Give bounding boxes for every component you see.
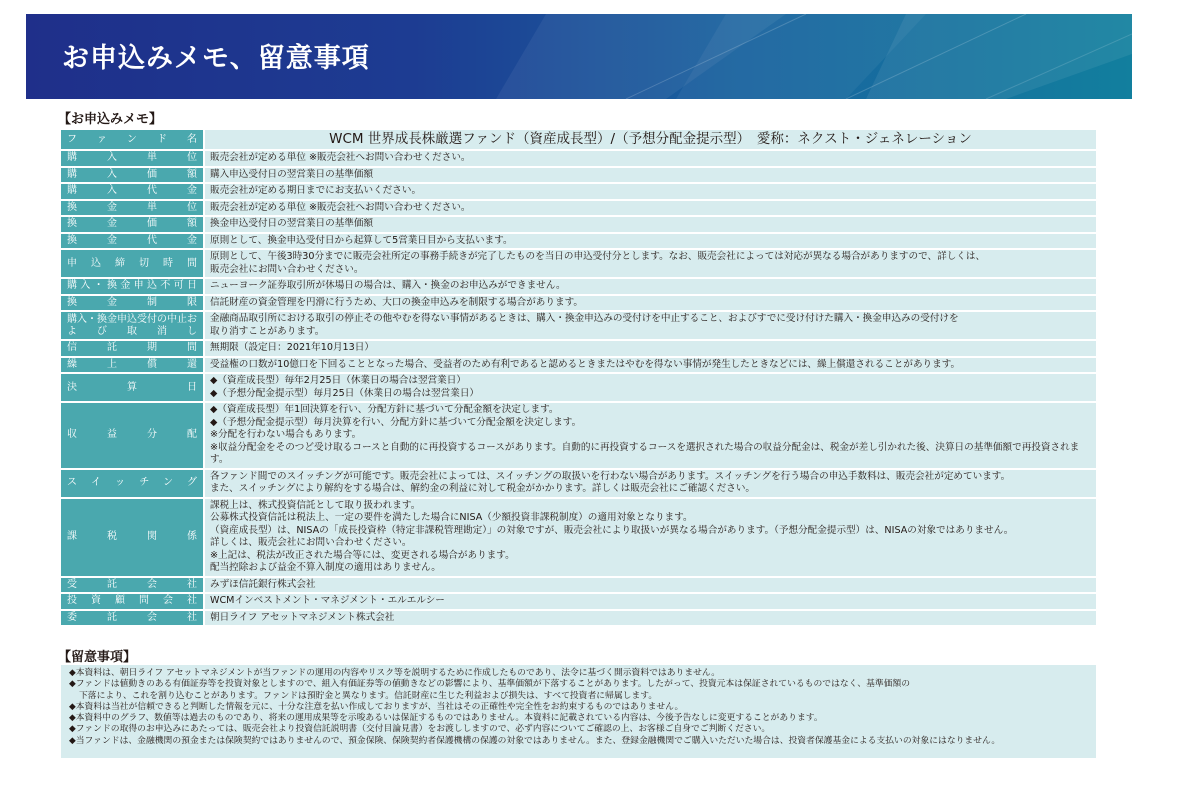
row-value: ニューヨーク証券取引所が休場日の場合は、購入・換金のお申込みができません。: [205, 279, 1096, 294]
memo-table: [61, 128, 1096, 627]
fund-name: WCM 世界成長株厳選ファンド（資産成長型）/（予想分配金提示型） 愛称：ネクスト・ジェネレーション: [205, 130, 1096, 149]
row-value: 課税上は、株式投資信託として取り扱われます。 公募株式投資信託は税法上、一定の要件を満たした場合にNISA（少額投資非課税制度）の適用対象となります。 （資産成長型）は、NISAの「成長投資枠（特定非課税管理勘定）」の対象ですが、販売会社により取扱いが異なる場合があります。（予想分配金提示型）は、NISAの対象ではありません。 詳しくは、販売会社にお問い合わせください。 ※上記は、税法が改正された場合等には、変更される場合があります。 配当控除および益金不算入制度の適用はありません。: [205, 499, 1096, 576]
row-value: 原則として、換金申込受付日から起算して5営業日目から支払います。: [205, 234, 1096, 249]
note-item: ◆本資料中のグラフ、数値等は過去のものであり、将来の運用成果等を示唆あるいは保証するものではありません。本資料に記載されている内容は、今後予告なしに変更することがあります。: [69, 713, 823, 724]
row-label: 収益分配: [61, 403, 203, 468]
row-label: 換金制限: [61, 296, 203, 311]
note-item: ◆ファンドは値動きのある有価証券等を投資対象としますので、組入有価証券等の値動きなどの影響により、基準価額が下落することがあります。したがって、投資元本は保証されているものではなく、基準価額の: [69, 679, 911, 690]
page-title: お申込みメモ、留意事項: [62, 43, 370, 74]
table-row: [61, 578, 1096, 593]
table-row: [61, 184, 1096, 199]
table-row: [61, 296, 1096, 311]
memo-section-title: 【お申込みメモ】: [58, 112, 163, 127]
row-value: 購入申込受付日の翌営業日の基準価額: [205, 168, 1096, 183]
table-row-fund: [61, 130, 1096, 149]
row-value: 受益権の口数が10億口を下回ることとなった場合、受益者のため有利であると認めるときまたはやむを得ない事情が発生したときなどには、繰上償還されることがあります。: [205, 358, 1096, 373]
table-row: [61, 168, 1096, 183]
table-row: [61, 374, 1096, 401]
note-item: ◆当ファンドは、金融機関の預金または保険契約ではありませんので、預金保険、保険契約者保護機構の保護の対象ではありません。また、登録金融機関でご購入いただいた場合は、投資者保護基金による支払いの対象にはなりません。: [69, 735, 1001, 746]
row-label: ファンド名: [61, 130, 203, 149]
table-row: [61, 234, 1096, 249]
notes-box: [61, 665, 1096, 758]
row-value: 販売会社が定める単位 ※販売会社へお問い合わせください。: [205, 151, 1096, 166]
row-value: ◆（資産成長型）年1回決算を行い、分配方針に基づいて分配金額を決定します。 ◆（予想分配金提示型）毎月決算を行い、分配方針に基づいて分配金額を決定します。 ※分配を行わない場合もあります。 ※収益分配金をそのつど受け取るコースと自動的に再投資するコースがあります。自動的に再投資するコースを選択された場合の収益分配金は、税金が差し引かれた後、決算日の基準価額で再投資されます。: [205, 403, 1096, 468]
table-row: [61, 403, 1096, 468]
row-label: スイッチング: [61, 470, 203, 497]
row-label: 信託期間: [61, 341, 203, 356]
row-value: みずほ信託銀行株式会社: [205, 578, 1096, 593]
table-row: [61, 201, 1096, 216]
row-label: 購入・換金申込受付の中止および取消し: [61, 312, 203, 339]
table-row: [61, 341, 1096, 356]
row-label: 換金代金: [61, 234, 203, 249]
table-row: [61, 151, 1096, 166]
row-label: 換金単位: [61, 201, 203, 216]
note-item: ◆ファンドの取得のお申込みにあたっては、販売会社より投資信託説明書（交付目論見書）をお渡ししますので、必ず内容についてご確認の上、お客様ご自身でご判断ください。: [69, 724, 771, 735]
row-value: WCMインベストメント・マネジメント・エルエルシー: [205, 594, 1096, 609]
row-label: 課税関係: [61, 499, 203, 576]
table-row: [61, 312, 1096, 339]
row-label: 換金価額: [61, 217, 203, 232]
row-value: 販売会社が定める期日までにお支払いください。: [205, 184, 1096, 199]
row-label: 申込締切時間: [61, 250, 203, 277]
row-value: 無期限（設定日：2021年10月13日）: [205, 341, 1096, 356]
table-row: [61, 358, 1096, 373]
note-item: ◆本資料は当社が信頼できると判断した情報を元に、十分な注意を払い作成しておりますが、当社はその正確性や完全性をお約束するものではありません。: [69, 701, 684, 712]
row-value: 朝日ライフ アセットマネジメント株式会社: [205, 611, 1096, 626]
row-label: 購入代金: [61, 184, 203, 199]
row-label: 委託会社: [61, 611, 203, 626]
table-row: [61, 217, 1096, 232]
row-label: 購入・換金申込不可日: [61, 279, 203, 294]
table-row: [61, 250, 1096, 277]
row-label: 投資顧問会社: [61, 594, 203, 609]
table-row: [61, 279, 1096, 294]
notes-section-title: 【留意事項】: [58, 650, 137, 665]
row-label: 繰上償還: [61, 358, 203, 373]
header-banner: [26, 14, 1132, 99]
row-label: 購入価額: [61, 168, 203, 183]
row-label: 受託会社: [61, 578, 203, 593]
table-row: [61, 611, 1096, 626]
row-value: 信託財産の資金管理を円滑に行うため、大口の換金申込みを制限する場合があります。: [205, 296, 1096, 311]
note-item: ◆本資料は、朝日ライフ アセットマネジメントが当ファンドの運用の内容やリスク等を説明するために作成したものであり、法令に基づく開示資料ではありません。: [69, 668, 721, 678]
row-value: 各ファンド間でのスイッチングが可能です。販売会社によっては、スイッチングの取扱いを行わない場合があります。スイッチングを行う場合の申込手数料は、販売会社が定めています。 また、スイッチングにより解約をする場合は、解約金の利益に対して税金がかかります。詳しくは販売会社にご確認ください。: [205, 470, 1096, 497]
row-value: ◆（資産成長型）毎年2月25日（休業日の場合は翌営業日） ◆（予想分配金提示型）毎月25日（休業日の場合は翌営業日）: [205, 374, 1096, 401]
table-row: [61, 470, 1096, 497]
row-label: 購入単位: [61, 151, 203, 166]
row-value: 金融商品取引所における取引の停止その他やむを得ない事情があるときは、購入・換金申込みの受付けを中止すること、およびすでに受け付けた購入・換金申込みの受付けを 取り消すことがあります。: [205, 312, 1096, 339]
row-value: 原則として、午後3時30分までに販売会社所定の事務手続きが完了したものを当日の申込受付分とします。なお、販売会社によっては対応が異なる場合がありますので、詳しくは、 販売会社にお問い合わせください。: [205, 250, 1096, 277]
table-row: [61, 594, 1096, 609]
note-item: 下落により、これを割り込むことがあります。ファンドは預貯金と異なります。信託財産に生じた利益および損失は、すべて投資者に帰属します。: [79, 690, 658, 701]
row-label: 決算日: [61, 374, 203, 401]
row-value: 販売会社が定める単位 ※販売会社へお問い合わせください。: [205, 201, 1096, 216]
table-row: [61, 499, 1096, 576]
row-value: 換金申込受付日の翌営業日の基準価額: [205, 217, 1096, 232]
